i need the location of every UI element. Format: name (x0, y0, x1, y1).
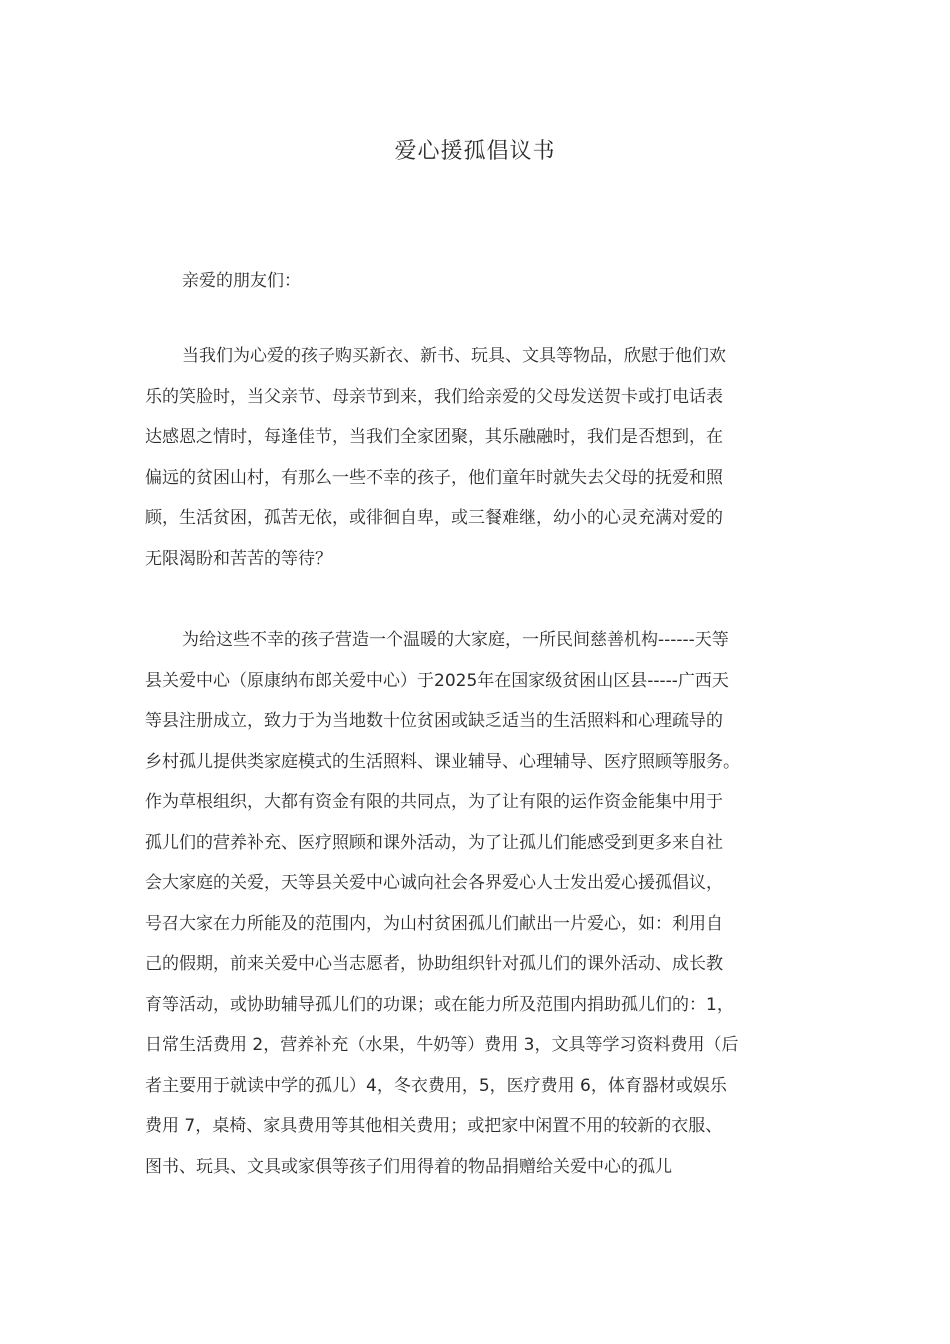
paragraph-2-line: 号召大家在力所能及的范围内，为山村贫困孤儿们献出一片爱心，如：利用自 (145, 913, 723, 934)
paragraph-1 (145, 336, 805, 579)
paragraph-1-line: 无限渴盼和苦苦的等待？ (145, 548, 332, 569)
paragraph-1-line: 当我们为心爱的孩子购买新衣、新书、玩具、文具等物品，欣慰于他们欢 (182, 346, 726, 366)
document-title: 爱心援孤倡议书 (394, 139, 556, 164)
paragraph-2-line: 育等活动，或协助辅导孤儿们的功课；或在能力所及范围内捐助孤儿们的：1， (145, 994, 734, 1015)
paragraph-2-line: 己的假期，前来关爱中心当志愿者，协助组织针对孤儿们的课外活动、成长教 (145, 954, 723, 974)
salutation: 亲爱的朋友们： (182, 271, 301, 291)
paragraph-2-line: 会大家庭的关爱，天等县关爱中心诚向社会各界爱心人士发出爱心援孤倡议， (145, 873, 723, 893)
paragraph-2-line: 费用 7，桌椅、家具费用等其他相关费用；或把家中闲置不用的较新的衣服、 (145, 1116, 723, 1136)
paragraph-2-line: 者主要用于就读中学的孤儿）4，冬衣费用，5，医疗费用 6，体育器材或娱乐 (145, 1075, 727, 1096)
paragraph-1-line: 乐的笑脸时，当父亲节、母亲节到来，我们给亲爱的父母发送贺卡或打电话表 (145, 386, 723, 407)
paragraph-2-line: 日常生活费用 2，营养补充（水果，牛奶等）费用 3，文具等学习资料费用（后 (145, 1035, 739, 1055)
paragraph-1-line: 偏远的贫困山村，有那么一些不幸的孩子，他们童年时就失去父母的抚爱和照 (145, 467, 723, 488)
paragraph-2-line: 图书、玩具、文具或家俱等孩子们用得着的物品捐赠给关爱中心的孤儿 (145, 1156, 672, 1177)
paragraph-1-line: 达感恩之情时，每逢佳节，当我们全家团聚，其乐融融时，我们是否想到，在 (145, 427, 723, 447)
paragraph-2-line: 孤儿们的营养补充、医疗照顾和课外活动，为了让孤儿们能感受到更多来自社 (145, 832, 723, 853)
paragraph-2-line: 县关爱中心（原康纳布郎关爱中心）于2025年在国家级贫困山区县-----广西天 (145, 670, 729, 691)
paragraph-2-line: 乡村孤儿提供类家庭模式的生活照料、课业辅导、心理辅导、医疗照顾等服务。 (145, 751, 740, 772)
paragraph-2-line: 等县注册成立，致力于为当地数十位贫困或缺乏适当的生活照料和心理疏导的 (145, 711, 723, 731)
paragraph-2 (145, 620, 805, 1187)
paragraph-2-line: 为给这些不幸的孩子营造一个温暖的大家庭，一所民间慈善机构------天等 (182, 630, 729, 650)
paragraph-2-line: 作为草根组织，大都有资金有限的共同点，为了让有限的运作资金能集中用于 (145, 792, 723, 812)
paragraph-1-line: 顾，生活贫困，孤苦无依，或徘徊自卑，或三餐难继，幼小的心灵充满对爱的 (145, 508, 723, 528)
